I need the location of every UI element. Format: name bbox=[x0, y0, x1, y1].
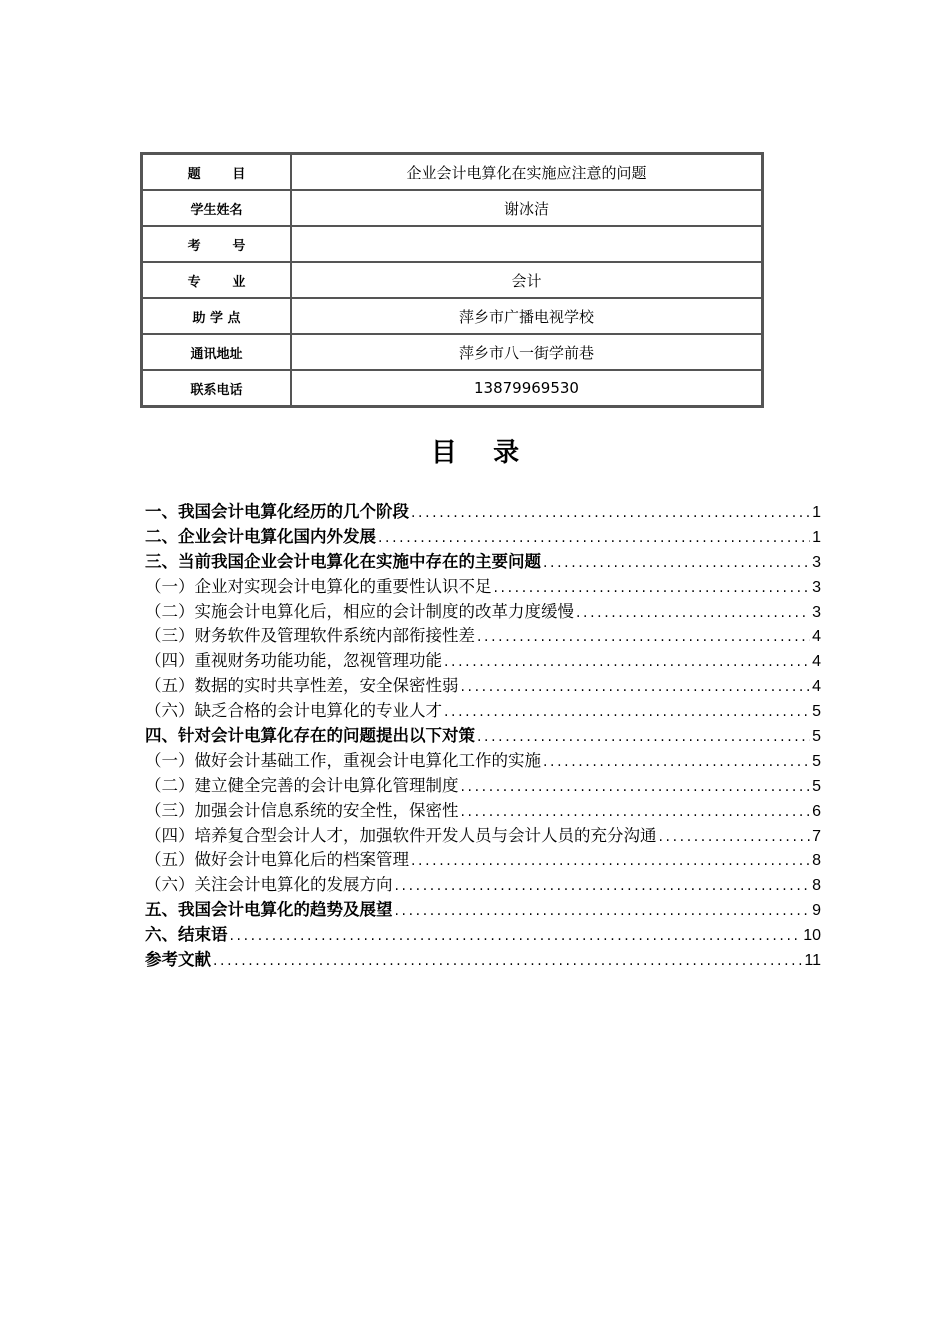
toc-entry[interactable] bbox=[145, 774, 821, 799]
toc-entry[interactable] bbox=[145, 550, 821, 575]
toc-entry[interactable] bbox=[145, 649, 821, 674]
dot-leader bbox=[378, 526, 810, 550]
student-name-value: 谢冰洁 bbox=[291, 190, 762, 226]
dot-leader bbox=[543, 750, 810, 774]
toc-page-number: 5 bbox=[812, 728, 821, 746]
toc-page-number: 10 bbox=[803, 927, 821, 945]
toc-page-number: 6 bbox=[812, 802, 821, 820]
dot-leader bbox=[444, 700, 810, 724]
toc-entry-text: 二、企业会计电算化国内外发展 bbox=[145, 526, 376, 546]
toc-page-number: 1 bbox=[812, 528, 821, 546]
dot-leader bbox=[461, 775, 811, 799]
toc-entry-text: 一、我国会计电算化经历的几个阶段 bbox=[145, 502, 409, 521]
toc-entry[interactable] bbox=[145, 799, 821, 824]
toc-entry-text: （四）重视财务功能功能，忽视管理功能 bbox=[145, 651, 442, 671]
toc-entry[interactable] bbox=[145, 923, 821, 948]
toc-entry-text: 五、我国会计电算化的趋势及展望 bbox=[145, 900, 393, 920]
study-center-label: 助 学 点 bbox=[142, 298, 291, 334]
dot-leader bbox=[477, 725, 810, 749]
toc-page-number: 3 bbox=[812, 603, 821, 621]
toc-page-number: 4 bbox=[812, 628, 821, 646]
dot-leader bbox=[659, 825, 811, 849]
toc-entry[interactable] bbox=[145, 749, 821, 774]
toc-page-number: 5 bbox=[812, 703, 821, 721]
toc-entry-text: （六）关注会计电算化的发展方向 bbox=[145, 875, 393, 895]
table-row bbox=[142, 298, 762, 334]
toc-entry-text: （二）实施会计电算化后，相应的会计制度的改革力度缓慢 bbox=[145, 601, 574, 621]
dot-leader bbox=[395, 899, 811, 923]
toc-page-number: 7 bbox=[812, 827, 821, 845]
toc-entry-text: 参考文献 bbox=[145, 950, 211, 970]
toc-page-number: 8 bbox=[812, 852, 821, 870]
toc-entry-text: 四、针对会计电算化存在的问题提出以下对策 bbox=[145, 726, 475, 746]
toc-entry[interactable] bbox=[145, 948, 821, 973]
table-row bbox=[142, 262, 762, 298]
toc-entry[interactable] bbox=[145, 674, 821, 699]
dot-leader bbox=[461, 800, 811, 824]
address-label: 通讯地址 bbox=[142, 334, 291, 370]
dot-leader bbox=[395, 874, 811, 898]
table-of-contents bbox=[145, 500, 821, 973]
toc-entry-text: （三）财务软件及管理软件系统内部衔接性差 bbox=[145, 626, 475, 646]
toc-page-number: 5 bbox=[812, 777, 821, 795]
toc-page-number: 4 bbox=[812, 653, 821, 671]
toc-page-number: 11 bbox=[804, 952, 821, 970]
dot-leader bbox=[477, 625, 810, 649]
toc-entry[interactable] bbox=[145, 848, 821, 873]
toc-page-number: 4 bbox=[812, 678, 821, 696]
dot-leader bbox=[411, 501, 810, 525]
toc-entry-text: （四）培养复合型会计人才，加强软件开发人员与会计人员的充分沟通 bbox=[145, 825, 657, 845]
toc-page-number: 3 bbox=[812, 578, 821, 596]
title-value: 企业会计电算化在实施应注意的问题 bbox=[291, 154, 762, 190]
table-row bbox=[142, 226, 762, 262]
toc-entry-text: （五）做好会计电算化后的档案管理 bbox=[145, 850, 409, 870]
toc-entry[interactable] bbox=[145, 873, 821, 898]
address-value: 萍乡市八一街学前巷 bbox=[291, 334, 762, 370]
table-row bbox=[142, 190, 762, 226]
toc-entry[interactable] bbox=[145, 600, 821, 625]
dot-leader bbox=[494, 576, 811, 600]
title-label: 题 目 bbox=[142, 154, 291, 190]
toc-entry[interactable] bbox=[145, 575, 821, 600]
dot-leader bbox=[411, 849, 810, 873]
toc-entry-text: （三）加强会计信息系统的安全性，保密性 bbox=[145, 800, 459, 820]
dot-leader bbox=[543, 551, 810, 575]
toc-entry[interactable] bbox=[145, 525, 821, 550]
phone-label: 联系电话 bbox=[142, 370, 291, 406]
toc-page-number: 8 bbox=[812, 877, 821, 895]
toc-entry-text: 三、当前我国企业会计电算化在实施中存在的主要问题 bbox=[145, 551, 541, 571]
phone-value: 13879969530 bbox=[291, 370, 762, 406]
toc-entry-text: （一）做好会计基础工作，重视会计电算化工作的实施 bbox=[145, 750, 541, 770]
table-row bbox=[142, 154, 762, 190]
dot-leader bbox=[213, 949, 802, 973]
major-value: 会计 bbox=[291, 262, 762, 298]
dot-leader bbox=[230, 924, 802, 948]
toc-title: 目 录 bbox=[430, 438, 520, 468]
table-row bbox=[142, 334, 762, 370]
toc-entry-text: 六、结束语 bbox=[145, 925, 228, 945]
toc-entry-text: （一）企业对实现会计电算化的重要性认识不足 bbox=[145, 576, 492, 596]
toc-entry[interactable] bbox=[145, 824, 821, 849]
dot-leader bbox=[576, 601, 810, 625]
toc-entry[interactable] bbox=[145, 724, 821, 749]
toc-page-number: 9 bbox=[812, 902, 821, 920]
toc-entry-text: （五）数据的实时共享性差，安全保密性弱 bbox=[145, 676, 459, 696]
study-center-value: 萍乡市广播电视学校 bbox=[291, 298, 762, 334]
table-row bbox=[142, 370, 762, 406]
toc-entry[interactable] bbox=[145, 624, 821, 649]
toc-page-number: 3 bbox=[812, 553, 821, 571]
toc-page-number: 5 bbox=[812, 752, 821, 770]
toc-entry-text: （六）缺乏合格的会计电算化的专业人才 bbox=[145, 701, 442, 721]
exam-number-value bbox=[291, 226, 762, 262]
toc-entry[interactable] bbox=[145, 500, 821, 525]
toc-entry-text: （二）建立健全完善的会计电算化管理制度 bbox=[145, 775, 459, 795]
toc-entry[interactable] bbox=[145, 699, 821, 724]
major-label: 专 业 bbox=[142, 262, 291, 298]
dot-leader bbox=[461, 675, 811, 699]
student-info-table bbox=[140, 152, 764, 408]
exam-number-label: 考 号 bbox=[142, 226, 291, 262]
toc-entry[interactable] bbox=[145, 898, 821, 923]
dot-leader bbox=[444, 650, 810, 674]
toc-page-number: 1 bbox=[812, 504, 821, 521]
student-name-label: 学生姓名 bbox=[142, 190, 291, 226]
